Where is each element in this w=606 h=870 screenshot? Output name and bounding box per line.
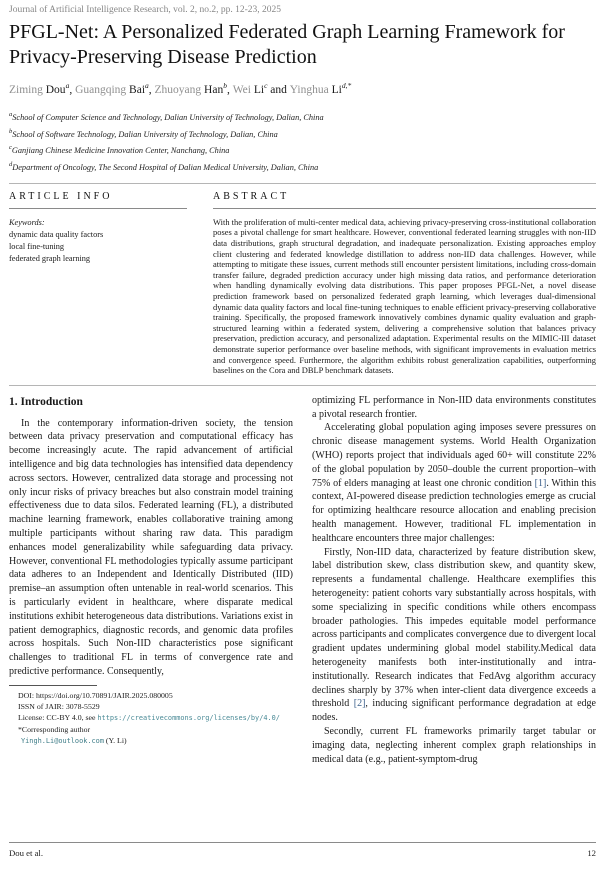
body-paragraph: In the contemporary information-driven society, the tension between data privacy preservation and computational efficacy has become increasingly acute. The rapid advancement of artificial intelligence and big data technologies has intensified data dependency across sectors. However, centralized data storage and processing not only incur risks of privacy breaches but also constrain model training effectiveness due to data silos. Federated learning (FL), a distributed machine learning framework, enables collaborative training among multiple participants without sharing raw data. This paradigm enhances model generalizability while safeguarding data privacy. However, conventional FL methodologies typically assume participant data adheres to an Independent and Identically Distributed (IID) premise–an assumption often untenable in real-world scenarios. This is particularly evident in healthcare, where disparate medical institutions exhibit heterogeneous data distributions. Variations exist in patient demographics, diagnostic records, and genomic data profiles across hospitals. Such Non-IID characteristics pose significant challenges to traditional FL in terms of convergence rate and predictive performance. Consequently,	[9, 417, 293, 677]
body-two-columns	[9, 394, 596, 767]
author-given-name: Wei	[232, 83, 251, 96]
email-link[interactable]: Yingh.Li@outlook.com	[21, 736, 104, 745]
footer-running-authors: Dou et al.	[9, 848, 44, 858]
author-separator: and	[267, 83, 290, 96]
affiliation-superscript: c	[9, 144, 12, 152]
corresponding-email-line	[9, 735, 293, 747]
affiliation-superscript: b	[9, 127, 13, 135]
citation-link-2[interactable]: [2]	[353, 698, 366, 710]
abstract-divider	[9, 385, 596, 386]
author-family-name: Li	[253, 83, 265, 96]
affiliation-superscript: a	[9, 110, 13, 118]
affiliation-line	[9, 125, 596, 142]
author-separator: ,	[148, 83, 155, 96]
footnote-block	[9, 685, 293, 747]
author-separator: ,	[69, 83, 76, 96]
license-url-link[interactable]: https://creativecommons.org/licenses/by/4.0/	[97, 713, 280, 722]
author-affiliation-superscript: d,*	[341, 81, 352, 90]
author-family-name: Han	[204, 83, 224, 96]
author-given-name: Ziming	[9, 83, 43, 96]
page-footer	[9, 842, 596, 858]
keywords-label: Keywords:	[9, 217, 45, 227]
footnote-rule	[9, 685, 97, 686]
body-paragraph: Secondly, current FL frameworks primarily target tabular or imaging data, neglecting inherent complex graph relationships in medical data (e.g., patient-symptom-drug	[312, 725, 596, 765]
paragraph-text: , inducing significant performance degradation at edge nodes.	[312, 698, 596, 724]
author	[75, 81, 155, 96]
right-column	[312, 394, 596, 767]
author	[232, 81, 290, 96]
license-line	[9, 712, 293, 724]
affiliation-text: Ganjiang Chinese Medicine Innovation Center, Nanchang, China	[11, 146, 230, 156]
author	[9, 81, 76, 96]
paragraph-text: Firstly, Non-IID data, characterized by feature distribution skew, label distribution skew, class distribution skew, and quantity skew, represents a fundamental challenge. Healthcare exemplifies this heterogeneity: patient cohorts vary substantially across hospitals, with some specializing in specific conditions while others encompass broader pathologies. This impedes equitable model performance across participants and complicates convergence due to divergent local gradient updates undermining global model stability.Medical data heterogeneity manifests both inter-institutionally and intra-institutionally. Research indicates that FedAvg algorithm accuracy declines sharply by 37% when inter-client data divergence exceeds a threshold	[312, 546, 596, 710]
author-corresponding	[289, 81, 352, 96]
journal-header-line: Journal of Artificial Intelligence Research, vol. 2, no.2, pp. 12-23, 2025	[9, 5, 282, 15]
keyword-item: dynamic data quality factors	[9, 229, 104, 239]
abstract-column	[213, 191, 596, 376]
author-affiliation-superscript: c	[264, 81, 268, 90]
paragraph-text: . Within this context, AI-powered disease prediction technologies emerge as crucial for optimizing healthcare resource allocation and enabling precision health management. However, traditional FL implementation in healthcare encounters three major challenges:	[312, 477, 596, 544]
affiliation-text: School of Computer Science and Technology, Dalian University of Technology, Dalian, China	[12, 112, 324, 122]
author-given-name: Yinghua	[289, 83, 329, 96]
doi-line: DOI: https://doi.org/10.70891/JAIR.2025.080005	[18, 690, 173, 700]
article-info-heading: ARTICLE INFO	[9, 190, 113, 202]
body-paragraph	[312, 421, 596, 545]
left-column	[9, 394, 293, 767]
abstract-text: With the proliferation of multi-center medical data, achieving privacy-preserving cross-institutional collaboration poses a pivotal challenge for smart healthcare. However, conventional federated learning struggles with non-IID data distributions, graph structural degradation, and inadequate personalization. Existing approaches employ client clustering and federated knowledge distillation to address non-IID data challenges. However, while attempting to mitigate these issues, current methods still encounter persistent limitations, including cross-domain transfer failure, degraded prediction accuracy under high missing data ratios, and performance deterioration when handling dynamically evolving data distributions. This paper proposes PFGL-Net, a novel disease prediction framework based on personalized federated graph learning, which leverages dual-dimensional dynamic data quality factors and local fine-tuning techniques to enable efficient privacy-preserving collaborative training. Specifically, the proposed framework innovatively combines dynamic quality evaluation and graph-structured learning within a federated system, delivering a comprehensive solution that balances privacy preservation, prediction accuracy, and personalized adaptation. Experimental results on the MIMIC-III dataset demonstrate superior performance over baseline methods, with significant improvements in evaluation metrics and convergence speed. Furthermore, the algorithm exhibits robust generalization capabilities, outperforming baselines on the Cora and DBLP benchmark datasets.	[213, 216, 596, 376]
authors-line	[9, 81, 596, 96]
keyword-item: local fine-tuning	[9, 241, 65, 251]
keyword-item: federated graph learning	[9, 253, 91, 263]
license-text: License: CC-BY 4.0, see	[18, 712, 98, 722]
affiliation-line	[9, 108, 596, 125]
issn-line: ISSN of JAIR: 3078-5529	[18, 701, 100, 711]
author-separator: ,	[226, 83, 233, 96]
citation-link-1[interactable]: [1]	[534, 477, 547, 489]
header-divider	[9, 183, 596, 184]
footer-row	[9, 848, 596, 858]
abstract-heading: ABSTRACT	[213, 190, 290, 202]
article-info-column	[9, 191, 187, 376]
affiliations-block	[9, 108, 596, 175]
author-affiliation-superscript: a	[65, 81, 70, 90]
page-number: 12	[587, 848, 596, 858]
affiliation-line	[9, 158, 596, 175]
article-info-heading-rule	[9, 208, 187, 209]
email-note: (Y. Li)	[103, 735, 127, 745]
affiliation-superscript: d	[9, 161, 13, 169]
info-abstract-section	[9, 191, 596, 376]
author	[154, 81, 233, 96]
author-given-name: Zhuoyang	[154, 83, 202, 96]
paper-title: PFGL-Net: A Personalized Federated Graph Learning Framework for Privacy-Preserving Disease Prediction	[9, 21, 565, 68]
body-paragraph	[312, 546, 596, 725]
introduction-section-heading: 1. Introduction	[9, 395, 83, 408]
body-paragraph: optimizing FL performance in Non-IID data environments constitutes a pivotal research frontier.	[312, 394, 596, 420]
abstract-heading-rule	[213, 208, 596, 209]
affiliation-text: Department of Oncology, The Second Hospital of Dalian Medical University, Dalian, China	[12, 162, 319, 172]
author-family-name: Dou	[45, 83, 66, 96]
author-family-name: Li	[331, 83, 342, 96]
author-family-name: Bai	[129, 83, 146, 96]
paragraph-text: Accelerating global population aging imposes severe pressures on chronic disease management systems. World Health Organization (WHO) reports project that individuals aged 60+ will constitute 22% of the global population by 2050–double the current proportion–with 75% of elders managing at least one chronic condition	[312, 422, 596, 489]
footer-rule	[9, 842, 596, 843]
author-affiliation-superscript: b	[223, 81, 227, 90]
affiliation-line	[9, 141, 596, 158]
affiliation-text: School of Software Technology, Dalian University of Technology, Dalian, China	[12, 129, 278, 139]
author-affiliation-superscript: a	[145, 81, 149, 90]
corresponding-author-note: *Corresponding author	[18, 724, 91, 734]
author-given-name: Guangqing	[75, 83, 127, 96]
